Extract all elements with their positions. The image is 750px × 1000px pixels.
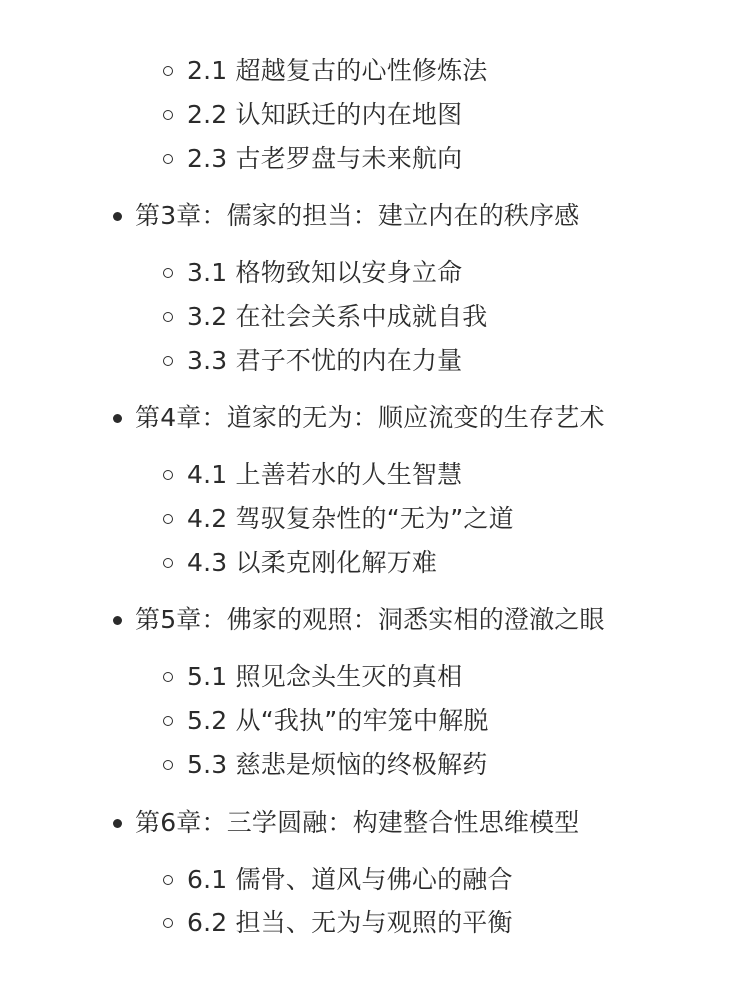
disc-bullet-icon bbox=[113, 616, 122, 625]
toc-item-text: 第4章：道家的无为：顺应流变的生存艺术 bbox=[135, 403, 605, 432]
toc-section-6-1 bbox=[163, 860, 513, 900]
circle-bullet-icon bbox=[163, 66, 173, 76]
toc-item-text: 5.2 从“我执”的牢笼中解脱 bbox=[187, 706, 489, 735]
circle-bullet-icon bbox=[163, 110, 173, 120]
toc-section-6-2 bbox=[163, 903, 513, 943]
circle-bullet-icon bbox=[163, 154, 173, 164]
circle-bullet-icon bbox=[163, 470, 173, 480]
toc-section-3-2 bbox=[163, 297, 488, 337]
toc-item-text: 4.2 驾驭复杂性的“无为”之道 bbox=[187, 504, 514, 533]
disc-bullet-icon bbox=[113, 212, 122, 221]
toc-section-4-3 bbox=[163, 543, 437, 583]
toc-item-text: 2.1 超越复古的心性修炼法 bbox=[187, 56, 488, 85]
toc-item-text: 2.2 认知跃迁的内在地图 bbox=[187, 100, 463, 129]
toc-item-text: 2.3 古老罗盘与未来航向 bbox=[187, 144, 463, 173]
disc-bullet-icon bbox=[113, 414, 122, 423]
toc-item-text: 3.1 格物致知以安身立命 bbox=[187, 258, 463, 287]
toc-chapter-6 bbox=[113, 803, 580, 843]
toc-chapter-3 bbox=[113, 196, 580, 236]
toc-item-text: 5.3 慈悲是烦恼的终极解药 bbox=[187, 750, 488, 779]
toc-item-text: 6.2 担当、无为与观照的平衡 bbox=[187, 908, 513, 937]
toc-chapter-5 bbox=[113, 600, 605, 640]
toc-section-3-1 bbox=[163, 253, 462, 293]
circle-bullet-icon bbox=[163, 268, 173, 278]
toc-section-5-1 bbox=[163, 657, 462, 697]
circle-bullet-icon bbox=[163, 558, 173, 568]
disc-bullet-icon bbox=[113, 819, 122, 828]
toc-item-text: 第5章：佛家的观照：洞悉实相的澄澈之眼 bbox=[135, 605, 605, 634]
toc-section-2-3 bbox=[163, 139, 462, 179]
toc-section-2-2 bbox=[163, 95, 462, 135]
toc-section-2-1 bbox=[163, 51, 488, 91]
toc-item-text: 3.2 在社会关系中成就自我 bbox=[187, 302, 488, 331]
toc-chapter-4 bbox=[113, 398, 605, 438]
toc-item-text: 6.1 儒骨、道风与佛心的融合 bbox=[187, 865, 513, 894]
circle-bullet-icon bbox=[163, 672, 173, 682]
toc-section-4-1 bbox=[163, 455, 462, 495]
circle-bullet-icon bbox=[163, 716, 173, 726]
circle-bullet-icon bbox=[163, 356, 173, 366]
toc-item-text: 3.3 君子不忧的内在力量 bbox=[187, 346, 463, 375]
toc-item-text: 第3章：儒家的担当：建立内在的秩序感 bbox=[135, 201, 580, 230]
toc-section-4-2 bbox=[163, 499, 514, 539]
circle-bullet-icon bbox=[163, 875, 173, 885]
toc-item-text: 第6章：三学圆融：构建整合性思维模型 bbox=[135, 808, 580, 837]
toc-item-text: 4.3 以柔克刚化解万难 bbox=[187, 548, 438, 577]
toc-section-3-3 bbox=[163, 341, 462, 381]
toc-section-5-2 bbox=[163, 701, 489, 741]
toc-section-5-3 bbox=[163, 745, 488, 785]
circle-bullet-icon bbox=[163, 514, 173, 524]
toc-item-text: 4.1 上善若水的人生智慧 bbox=[187, 460, 463, 489]
circle-bullet-icon bbox=[163, 918, 173, 928]
circle-bullet-icon bbox=[163, 760, 173, 770]
toc-item-text: 5.1 照见念头生灭的真相 bbox=[187, 662, 463, 691]
circle-bullet-icon bbox=[163, 312, 173, 322]
